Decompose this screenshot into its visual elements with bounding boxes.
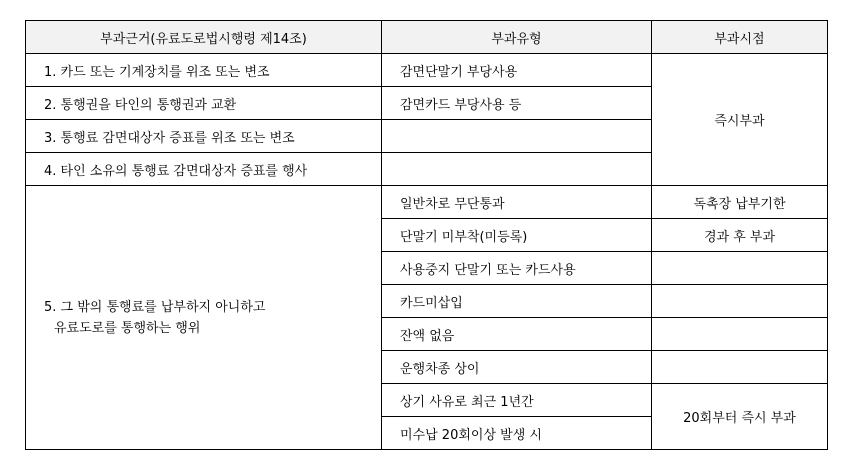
surcharge-table: [25, 20, 828, 450]
type-cell-4: [382, 153, 652, 186]
type-cell-7: 사용중지 단말기 또는 카드사용: [382, 252, 652, 285]
timing-cell-20-times: 20회부터 즉시 부과: [652, 384, 828, 450]
type-cell-10: 운행차종 상이: [382, 351, 652, 384]
timing-cell-immediate: 즉시부과: [652, 54, 828, 186]
type-cell-8: 카드미삽입: [382, 285, 652, 318]
header-timing: 부과시점: [652, 21, 828, 54]
basis-5-line-1: 5. 그 밖의 통행료를 납부하지 아니하고: [44, 299, 266, 315]
type-cell-3: [382, 120, 652, 153]
timing-cell-notice: 독촉장 납부기한: [652, 186, 828, 219]
timing-cell-empty-1: [652, 252, 828, 285]
header-row: [26, 21, 828, 54]
timing-cell-empty-3: [652, 318, 828, 351]
type-cell-9: 잔액 없음: [382, 318, 652, 351]
basis-5-line-2: 유료도로를 통행하는 행위: [54, 320, 201, 336]
timing-cell-after: 경과 후 부과: [652, 219, 828, 252]
basis-cell-5: [26, 186, 382, 450]
type-cell-2: 감면카드 부당사용 등: [382, 87, 652, 120]
type-cell-11: 상기 사유로 최근 1년간: [382, 384, 652, 417]
type-cell-12: 미수납 20회이상 발생 시: [382, 417, 652, 450]
basis-cell-3: 3. 통행료 감면대상자 증표를 위조 또는 변조: [26, 120, 382, 153]
type-cell-1: 감면단말기 부당사용: [382, 54, 652, 87]
basis-cell-1: 1. 카드 또는 기계장치를 위조 또는 변조: [26, 54, 382, 87]
type-cell-6: 단말기 미부착(미등록): [382, 219, 652, 252]
table-row: [26, 186, 828, 219]
table-row: [26, 54, 828, 87]
timing-cell-empty-2: [652, 285, 828, 318]
basis-cell-2: 2. 통행권을 타인의 통행권과 교환: [26, 87, 382, 120]
header-basis: 부과근거(유료도로법시행령 제14조): [26, 21, 382, 54]
basis-cell-4: 4. 타인 소유의 통행료 감면대상자 증표를 행사: [26, 153, 382, 186]
timing-cell-empty-4: [652, 351, 828, 384]
type-cell-5: 일반차로 무단통과: [382, 186, 652, 219]
header-type: 부과유형: [382, 21, 652, 54]
